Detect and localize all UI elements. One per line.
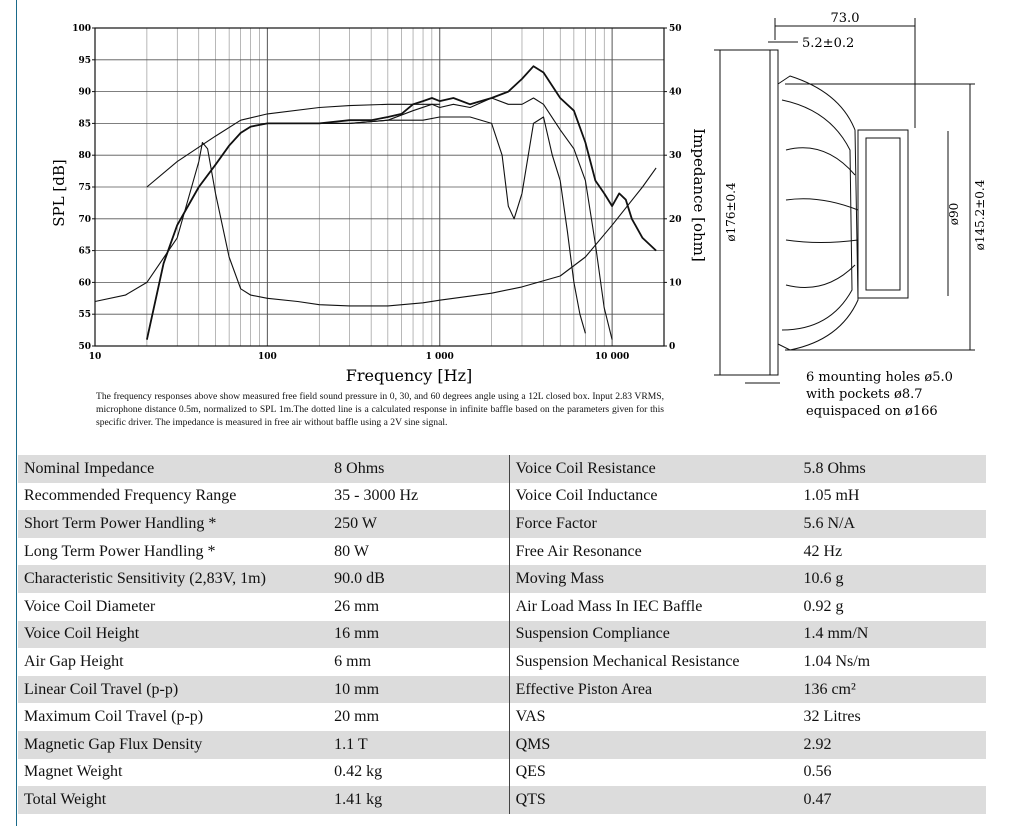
spec-label: Moving Mass bbox=[509, 565, 797, 593]
magnet-diameter-label: ø90 bbox=[947, 202, 961, 226]
spec-row bbox=[18, 648, 986, 676]
spec-label: Force Factor bbox=[509, 510, 797, 538]
basket-ribs bbox=[786, 148, 858, 288]
y-tick-label: 90 bbox=[78, 87, 91, 98]
spec-label: Total Weight bbox=[18, 786, 328, 814]
chart-grid bbox=[95, 28, 664, 346]
y2-tick-label: 10 bbox=[669, 278, 682, 289]
spec-row bbox=[18, 759, 986, 787]
spec-value: 0.56 bbox=[803, 763, 832, 781]
spec-label: Free Air Resonance bbox=[509, 538, 797, 566]
spec-row bbox=[18, 676, 986, 704]
driver-dimension-drawing bbox=[690, 0, 1010, 440]
spec-label: Nominal Impedance bbox=[18, 455, 328, 483]
chart-series bbox=[95, 66, 656, 339]
y-tick-label: 85 bbox=[78, 119, 91, 130]
spec-value: 32 Litres bbox=[803, 708, 861, 726]
spec-label: Effective Piston Area bbox=[509, 676, 797, 704]
spec-value: 35 - 3000 Hz bbox=[334, 487, 419, 505]
spec-row bbox=[18, 565, 986, 593]
spec-value: 10 mm bbox=[328, 676, 509, 704]
spec-value: 1.1 T bbox=[328, 731, 509, 759]
y2-axis-label: Impedance [ohm] bbox=[690, 128, 708, 262]
x-tick-label: 1 000 bbox=[425, 352, 454, 362]
spec-label: VAS bbox=[509, 703, 797, 731]
spec-label: Short Term Power Handling * bbox=[18, 510, 328, 538]
spec-value: 1.41 kg bbox=[328, 786, 509, 814]
y2-tick-label: 40 bbox=[669, 87, 682, 98]
spec-value: 136 cm² bbox=[797, 676, 986, 704]
spec-value: 80 W bbox=[334, 542, 369, 560]
x-axis-label: Frequency [Hz] bbox=[345, 366, 473, 385]
spec-value: 20 mm bbox=[334, 708, 380, 726]
y-tick-label: 100 bbox=[72, 24, 91, 34]
basket-inner bbox=[782, 100, 852, 330]
spec-row bbox=[18, 455, 986, 483]
spec-label: Magnet Weight bbox=[24, 763, 123, 781]
spec-label: QMS bbox=[509, 731, 797, 759]
spec-value: 10.6 g bbox=[797, 565, 986, 593]
spec-value: 1.04 Ns/m bbox=[803, 652, 871, 670]
spec-value: 90.0 dB bbox=[328, 565, 509, 593]
y2-tick-label: 20 bbox=[669, 214, 682, 225]
y-tick-label: 60 bbox=[78, 278, 91, 289]
spec-value: 6 mm bbox=[334, 652, 372, 670]
spec-label: Magnetic Gap Flux Density bbox=[18, 731, 328, 759]
spec-value: 0.47 bbox=[797, 786, 986, 814]
spec-row bbox=[18, 593, 986, 621]
mounting-text-1: 6 mounting holes ø5.0 bbox=[806, 370, 953, 385]
mounting-text-3: equispaced on ø166 bbox=[806, 404, 938, 419]
y-tick-label: 55 bbox=[78, 310, 91, 321]
spec-label: Air Load Mass In IEC Baffle bbox=[509, 593, 797, 621]
y-tick-label: 75 bbox=[78, 183, 91, 193]
flange-label: 5.2±0.2 bbox=[802, 36, 855, 51]
spec-label: Suspension Mechanical Resistance bbox=[509, 648, 797, 676]
spec-label: Voice Coil Height bbox=[18, 621, 328, 649]
y-tick-label: 80 bbox=[78, 151, 91, 162]
spec-row bbox=[18, 621, 986, 649]
y-tick-label: 50 bbox=[78, 342, 91, 352]
x-tick-label: 10 bbox=[88, 352, 102, 362]
spec-value: 26 mm bbox=[334, 597, 380, 615]
spec-label: QES bbox=[509, 759, 797, 787]
cutout-diameter-label: ø145.2±0.4 bbox=[973, 179, 987, 251]
y2-tick-label: 0 bbox=[669, 342, 676, 352]
spec-row bbox=[18, 538, 986, 566]
y2-tick-label: 50 bbox=[669, 24, 682, 34]
spec-label: Linear Coil Travel (p-p) bbox=[18, 676, 328, 704]
basket-outline bbox=[778, 76, 858, 350]
y-tick-label: 70 bbox=[78, 214, 91, 225]
spec-value: 5.6 N/A bbox=[797, 510, 986, 538]
spec-value: 0.92 g bbox=[803, 597, 844, 615]
mounting-flange bbox=[770, 50, 778, 375]
mounting-text-2: with pockets ø8.7 bbox=[806, 387, 923, 402]
chart-ticks bbox=[72, 24, 681, 362]
series-impedance bbox=[95, 143, 656, 306]
spec-label: Recommended Frequency Range bbox=[24, 487, 237, 505]
frequency-response-chart bbox=[0, 0, 708, 390]
spec-label: Characteristic Sensitivity (2,83V, 1m) bbox=[18, 565, 328, 593]
outer-diameter-label: ø176±0.4 bbox=[724, 182, 738, 242]
spec-label: Long Term Power Handling * bbox=[24, 542, 216, 560]
y-axis-label: SPL [dB] bbox=[50, 159, 68, 227]
spec-value: 0.42 kg bbox=[334, 763, 383, 781]
y-tick-label: 95 bbox=[78, 55, 91, 66]
spec-row bbox=[18, 703, 986, 731]
spec-label: Voice Coil Diameter bbox=[24, 597, 156, 615]
spec-row bbox=[18, 731, 986, 759]
spec-label: Voice Coil Resistance bbox=[509, 455, 797, 483]
y2-tick-label: 30 bbox=[669, 151, 682, 162]
spec-value: 250 W bbox=[328, 510, 509, 538]
x-tick-label: 100 bbox=[257, 352, 277, 362]
spec-value: 42 Hz bbox=[803, 542, 843, 560]
chart-caption: The frequency responses above show measured free field sound pressure in 0, 30, and 60 degrees angle using a 12L closed box. Input 2.83 VRMS, microphone distance 0.5m, normalized to SPL 1m.The dotted line is a calculated response in infinite baffle based on the parameters given for this specific driver. The impedance is measured in free air without baffle using a 2V sine signal. bbox=[96, 391, 664, 428]
spec-row bbox=[18, 483, 986, 511]
spec-label: QTS bbox=[509, 786, 797, 814]
spec-value: 16 mm bbox=[328, 621, 509, 649]
spec-value: 8 Ohms bbox=[328, 455, 509, 483]
spec-value: 5.8 Ohms bbox=[797, 455, 986, 483]
magnet-inner bbox=[866, 138, 900, 290]
specs-table bbox=[18, 455, 986, 814]
x-tick-label: 10 000 bbox=[594, 352, 630, 362]
spec-label: Voice Coil Inductance bbox=[509, 483, 797, 511]
spec-value: 1.05 mH bbox=[803, 487, 860, 505]
spec-label: Maximum Coil Travel (p-p) bbox=[24, 708, 204, 726]
spec-value: 1.4 mm/N bbox=[797, 621, 986, 649]
spec-value: 2.92 bbox=[797, 731, 986, 759]
spec-row bbox=[18, 510, 986, 538]
y-tick-label: 65 bbox=[78, 246, 91, 257]
spec-label: Air Gap Height bbox=[24, 652, 124, 670]
spec-row bbox=[18, 786, 986, 814]
depth-label: 73.0 bbox=[830, 11, 860, 26]
spec-label: Suspension Compliance bbox=[509, 621, 797, 649]
